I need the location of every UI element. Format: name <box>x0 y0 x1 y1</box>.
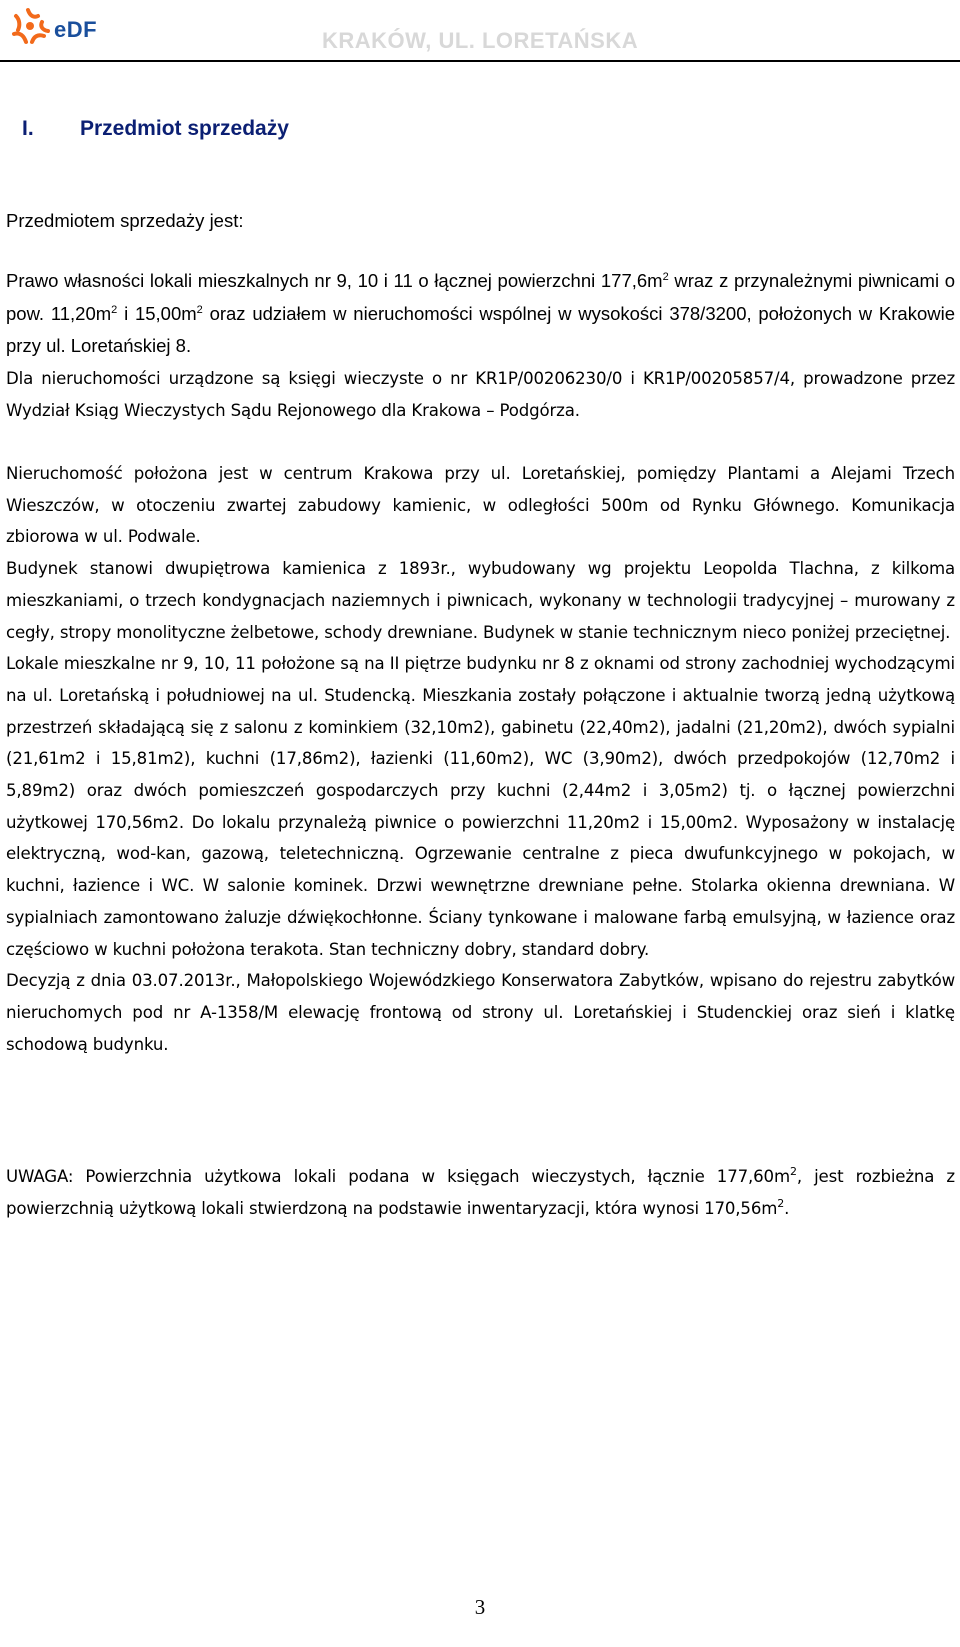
location-text: Nieruchomość położona jest w centrum Krakowa przy ul. Loretańskiej, pomiędzy Plantami a Alejami Trzech Wieszczów, w otoczeniu zwartej zabudowy kamienic, w odległości 500m od Rynku Głównego. Komunikacja zbiorowa w ul. Podwale. <box>6 464 955 547</box>
building-text: Budynek stanowi dwupiętrowa kamienica z 1893r., wybudowany wg projektu Leopolda Tlachna, z kilkoma mieszkaniami, o trzech kondygnacjach naziemnych i piwnicach, wykonany w technologii tradycyjnej – murowany z cegły, stropy monolityczne żelbetowe, schody drewniane. Budynek w stanie technicznym nieco poniżej przeciętnej. <box>6 559 955 642</box>
section-title: Przedmiot sprzedaży <box>80 117 289 140</box>
page-number: 3 <box>474 1595 486 1619</box>
apartments-text: Lokale mieszkalne nr 9, 10, 11 położone są na II piętrze budynku nr 8 z oknami od strony zachodniej wychodzącymi na ul. Loretańską i południowej na ul. Studencką. Mieszkania zostały połączone i aktualnie tworzą jedną użytkową przestrzeń składającą się z salonu z kominkiem (32,10m2), gabinetu (22,40m2), jadalni (21,20m2), dwóch sypialni (21,61m2 i 15,81m2), kuchni (17,86m2), łazienki (11,60m2), WC (3,90m2), dwóch przedpokojów (12,70m2 i 5,89m2) oraz dwóch pomieszczeń gospodarczych przy kuchni (2,44m2 i 3,05m2) tj. o łącznej powierzchni użytkowej 170,56m2. Do lokalu przynależą piwnice o powierzchni 11,20m2 i 15,00m2. Wyposażony w instalację elektryczną, wod-kan, gazową, teletechniczną. Ogrzewanie centralne z pieca dwufunkcyjnego w pokojach, w kuchni, łazience i WC. W salonie kominek. Drzwi wewnętrzne drewniane pełne. Stolarka okienna drewniana. W sypialniach zamontowano żaluzje dźwiękochłonne. Ściany tynkowane i malowane farbą emulsyjną, w łazience oraz częściowo w kuchni położona terakota. Stan techniczny dobry, standard dobry. <box>6 654 955 959</box>
intro-paragraph: Przedmiotem sprzedaży jest: <box>6 210 244 231</box>
ownership-text: Prawo własności lokali mieszkalnych nr 9, 10 i 11 o łącznej powierzchni $177,6m^2$ wraz z przynależnymi piwnicami o pow. $11,20m^2$ i $15,00m^2$ oraz udziałem w nieruchomości wspólnej w wysokości 378/3200, położonych w Krakowie przy ul. Loretańskiej 8. <box>6 270 955 357</box>
decision-text: Decyzją z dnia 03.07.2013r., Małopolskiego Wojewódzkiego Konserwatora Zabytków, wpisano do rejestru zabytków nieruchomych pod nr A-1358/M elewację frontową od strony ul. Loretańskiej i Studenckiej oraz sień i klatkę schodową budynku. <box>6 971 955 1054</box>
land-registry-text: Dla nieruchomości urządzone są księgi wieczyste o nr KR1P/00206230/0 i KR1P/00205857/4, prowadzone przez Wydział Ksiąg Wieczystych Sądu Rejonowego dla Krakowa – Podgórza. <box>6 369 955 420</box>
edf-sun-icon <box>8 4 52 48</box>
page-header <box>0 0 960 62</box>
document-title: KRAKÓW, UL. LORETAŃSKA <box>322 28 639 53</box>
edf-logo <box>8 4 108 48</box>
logo-text: eDF <box>54 17 98 42</box>
section-number: I. <box>22 117 34 140</box>
section-heading <box>22 117 289 141</box>
header-divider <box>0 60 960 62</box>
note-paragraph: UWAGA: Powierzchnia użytkowa lokali podana w księgach wieczystych, łącznie $177,60m^2$, jest rozbieżna z powierzchnią użytkową lokali stwierdzoną na podstawie inwentaryzacji, która wynosi $170,56m^2$. <box>6 1165 955 1218</box>
building-description <box>6 458 955 1060</box>
property-description <box>6 265 955 427</box>
